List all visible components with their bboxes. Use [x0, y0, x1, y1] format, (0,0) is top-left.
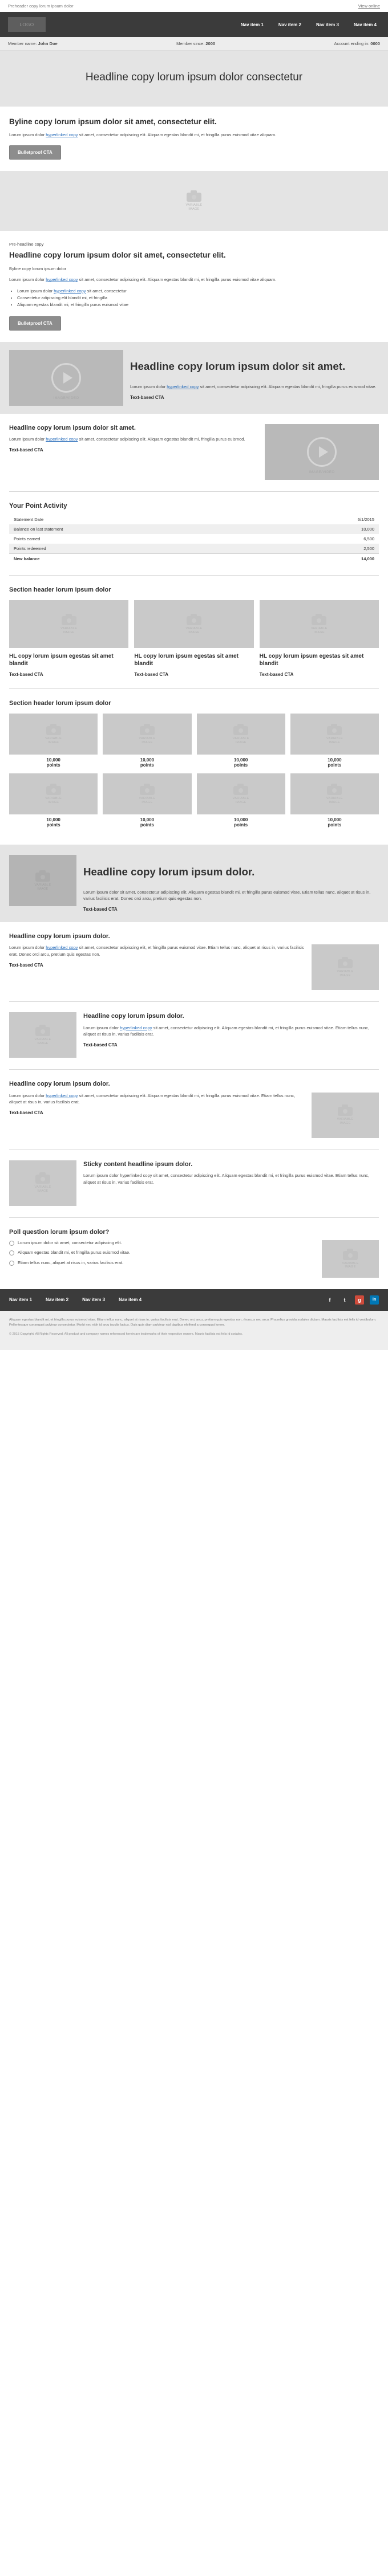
- card-grid-3: [9, 600, 379, 677]
- camera-icon: [35, 1172, 50, 1184]
- poll-option-1[interactable]: [9, 1240, 315, 1246]
- card-grid-row-2: [9, 773, 379, 828]
- card-points-unit: points: [234, 763, 248, 768]
- feature-row-2: [0, 1002, 388, 1069]
- feature-band-body: Lorum ipsum dolor sit amet, consectetur adipiscing elit. Aliquam egestas blandit mi, et fringilla purus euismod vitae. Etiam tellus nunc, aliquet at risus in, varius facilisis erat. Donec orci arcu, pretium quis egestas non.: [83, 889, 371, 902]
- camera-icon: [338, 957, 353, 968]
- sticky-content-section: [0, 1150, 388, 1217]
- card-points-unit: points: [234, 822, 248, 828]
- card-points: 10,000: [140, 817, 155, 823]
- sticky-headline: Sticky content headline ipsum dolor.: [83, 1160, 193, 1168]
- video-band-headline: Headline copy lorum ipsum dolor sit amet.: [130, 360, 346, 373]
- nav-item-4[interactable]: Nav item 4: [353, 22, 377, 27]
- pre-headline: Pre-headline copy: [9, 242, 44, 247]
- preheader-bar: [0, 0, 388, 12]
- poll-option-label: Etiam tellus nunc, aliquet at risus in, varius facilisis erat.: [18, 1260, 124, 1265]
- image-placeholder-label: VARIABLE IMAGE: [310, 626, 328, 634]
- feature-row-2-cta[interactable]: Text-based CTA: [83, 1042, 118, 1047]
- card-points: 10,000: [233, 817, 248, 823]
- preheader-text: Preheader copy lorum ipsum dolor: [8, 3, 74, 9]
- image-placeholder-label: VARIABLE IMAGE: [45, 796, 62, 804]
- card-image: [9, 773, 98, 814]
- legal-paragraph-2: © 2015 Copyright. All Rights Reserved. All product and company names referenced herein are trademarks of their respective owners. Mauris facilisis est felis id sodales.: [9, 1332, 243, 1336]
- activity-label: Balance on last statement: [14, 526, 63, 532]
- account-ending: [334, 41, 380, 46]
- list-item[interactable]: [9, 714, 98, 768]
- byline-body: [9, 132, 379, 138]
- three-card-section: [0, 576, 388, 688]
- member-name: [8, 41, 58, 46]
- byline-body-b: sit amet, consectetur adipiscing elit. Aliquam egestas blandit mi, et fringilla purus euismod vitae aliquam.: [78, 132, 277, 138]
- feature-row-2-headline: Headline copy lorum ipsum dolor.: [83, 1013, 184, 1020]
- card-points: 10,000: [140, 757, 155, 763]
- bullet-hyperlink[interactable]: hyperlinked copy: [54, 288, 86, 294]
- image-placeholder-label: VARIABLE IMAGE: [337, 969, 354, 977]
- byline-headline: Byline copy lorum ipsum dolor sit amet, consectetur elit.: [9, 117, 217, 126]
- bullet-list: [17, 288, 379, 308]
- image-placeholder-label: VARIABLE IMAGE: [34, 1185, 51, 1193]
- camera-icon: [140, 724, 155, 735]
- list-item[interactable]: [134, 600, 253, 677]
- camera-icon: [187, 190, 201, 202]
- table-row: [9, 534, 379, 544]
- account-ending-value: 0000: [370, 41, 380, 46]
- card-points: 10,000: [46, 817, 60, 823]
- eight-card-section: [0, 689, 388, 845]
- feature-row-2-image: [9, 1012, 76, 1058]
- card-points-unit: points: [46, 763, 60, 768]
- image-placeholder-label: VARIABLE IMAGE: [185, 203, 203, 211]
- card-points-unit: points: [140, 822, 154, 828]
- sticky-image: [9, 1160, 76, 1206]
- text-cta-1[interactable]: Text-based CTA: [130, 394, 164, 400]
- image-placeholder-label: VARIABLE IMAGE: [232, 796, 249, 804]
- feature-row-1-body: Lorum ipsum dolor hyperlinked copy sit amet, consectetur adipiscing elit, et fringilla purus euismod vitae. Etiam tellus nunc, aliquet at risus in, varius facilisis erat. Donec orci arcu, pretium quis egestas non.: [9, 945, 304, 957]
- feature-row-1: [0, 922, 388, 1001]
- camera-icon: [187, 614, 201, 625]
- feature-row-3-headline: Headline copy lorum ipsum dolor.: [9, 1081, 110, 1088]
- feature-band-headline: Headline copy lorum ipsum dolor.: [83, 866, 255, 878]
- image-placeholder-label: VARIABLE IMAGE: [232, 736, 249, 744]
- facebook-icon[interactable]: f: [329, 1297, 331, 1303]
- feature-row-2-hyperlink[interactable]: hyperlinked copy: [120, 1025, 152, 1030]
- nav-item-2[interactable]: Nav item 2: [278, 22, 301, 27]
- point-activity-section: [0, 492, 388, 575]
- section-header-8cards: Section header lorum ipsum dolor: [9, 700, 111, 707]
- member-name-value: John Doe: [38, 41, 58, 46]
- activity-title: Your Point Activity: [9, 502, 67, 510]
- video-text-white: [0, 414, 388, 491]
- feature-band-cta[interactable]: Text-based CTA: [83, 906, 118, 912]
- legal-paragraph-1: Aliquam egestas blandit mi, et fringilla purus euismod vitae. Etiam tellus nunc, aliquet at risus in, varius facilisis erat. Donec orci arcu, pretium quis egestas non, rhoncus nec arcu. Phasellus gravida sodales dictum. Mauris facilisis est felis id vestibulum. Pellentesque consequat pulvinar consectetur. Morbi nec nibh id arcu iaculis luctus. Duis quis diam pulvinar nisl dapibus eleifend a consequat lorem.: [9, 1318, 377, 1327]
- member-since-value: 2000: [205, 41, 216, 46]
- preheadline-hyperlink[interactable]: hyperlinked copy: [46, 277, 78, 283]
- social-links: [325, 1295, 379, 1305]
- card-headline: HL copy lorum ipsum egestas sit amet blandit: [134, 653, 239, 667]
- account-ending-label: Account ending in:: [334, 41, 370, 46]
- camera-icon: [46, 724, 61, 735]
- card-points-unit: points: [328, 822, 342, 828]
- footer-nav-item-1[interactable]: Nav item 1: [9, 1297, 33, 1303]
- camera-icon: [343, 1249, 358, 1260]
- poll-option-3[interactable]: [9, 1260, 315, 1266]
- card-image: [103, 773, 191, 814]
- feature-row-3: [0, 1070, 388, 1149]
- feature-row-3-hyperlink[interactable]: hyperlinked copy: [46, 1093, 78, 1098]
- preheadline-body-b: sit amet, consectetur adipiscing elit. Aliquam egestas blandit mi, et fringilla purus euismod vitae aliquam.: [78, 277, 277, 283]
- video-white-body: Lorum ipsum dolor hyperlinked copy sit amet, consectetur adipiscing elit. Aliquam egestas blandit mi, fringilla purus euismod.: [9, 437, 245, 442]
- bulletproof-cta-1[interactable]: Bulletproof CTA: [9, 145, 61, 160]
- activity-value: 6/1/2015: [357, 516, 374, 522]
- poll-section: [0, 1218, 388, 1289]
- radio-icon[interactable]: [9, 1250, 14, 1256]
- video-white-headline: Headline copy lorum ipsum dolor sit amet.: [9, 424, 136, 431]
- feature-row-1-image: [312, 944, 379, 990]
- card-image: [9, 600, 128, 648]
- list-item[interactable]: [9, 600, 128, 677]
- card-image: [9, 714, 98, 755]
- poll-question: Poll question lorum ipsum dolor?: [9, 1228, 110, 1236]
- feature-row-1-headline: Headline copy lorum ipsum dolor.: [9, 932, 110, 940]
- footer-nav-item-2[interactable]: Nav item 2: [46, 1297, 69, 1303]
- card-points: 10,000: [328, 757, 342, 763]
- image-placeholder-label: VARIABLE IMAGE: [139, 736, 156, 744]
- sticky-body: Lorum ipsum dolor hyperlinked copy sit amet, consectetur adipiscing elit. Aliquam egestas blandit mi, et fringilla purus euismod vitae. Etiam tellus nunc, aliquet at risus in, varius facilisis erat.: [83, 1172, 370, 1185]
- nav-item-1[interactable]: Nav item 1: [240, 22, 264, 27]
- list-item[interactable]: [290, 714, 379, 768]
- feature-band: [0, 845, 388, 922]
- legal-footer: [0, 1311, 388, 1350]
- image-placeholder-label: VARIABLE IMAGE: [60, 626, 78, 634]
- card-image: [103, 714, 191, 755]
- footer-navigation: [0, 1289, 388, 1311]
- card-headline: HL copy lorum ipsum egestas sit amet blandit: [259, 653, 364, 667]
- camera-icon: [233, 724, 248, 735]
- preheadline-byline: Byline copy lorum ipsum dolor: [9, 266, 67, 271]
- bulletproof-cta-2[interactable]: Bulletproof CTA: [9, 316, 61, 331]
- camera-icon: [46, 784, 61, 795]
- section-header-3cards: Section header lorum ipsum dolor: [9, 586, 111, 593]
- preheadline-body-a: Lorum ipsum dolor: [9, 277, 46, 283]
- feature-row-3-image: [312, 1093, 379, 1138]
- activity-value: 10,000: [361, 526, 374, 532]
- activity-label: Points redeemed: [14, 545, 46, 551]
- feature-row-1-cta[interactable]: Text-based CTA: [9, 962, 43, 968]
- camera-icon: [327, 724, 342, 735]
- member-since-label: Member since:: [176, 41, 205, 46]
- card-image: [197, 714, 285, 755]
- card-image: [197, 773, 285, 814]
- table-row: [9, 544, 379, 554]
- text-cta-2[interactable]: Text-based CTA: [9, 447, 43, 453]
- poll-options: [9, 1240, 315, 1270]
- linkedin-icon[interactable]: in: [370, 1295, 379, 1305]
- video-label: IMAGE/VIDEO: [309, 470, 335, 474]
- card-cta[interactable]: Text-based CTA: [9, 672, 43, 677]
- member-info-bar: [0, 37, 388, 51]
- image-placeholder-label: VARIABLE IMAGE: [34, 1037, 51, 1045]
- view-online-link[interactable]: View online: [358, 3, 380, 9]
- googleplus-icon[interactable]: g: [355, 1295, 364, 1305]
- activity-label: Points earned: [14, 536, 41, 541]
- hero-banner: [0, 51, 388, 107]
- twitter-icon[interactable]: t: [343, 1297, 346, 1303]
- video-band-hyperlink[interactable]: hyperlinked copy: [167, 384, 199, 390]
- card-cta[interactable]: Text-based CTA: [259, 672, 294, 677]
- page-title: Headline copy lorum ipsum dolor consectetur: [85, 71, 303, 83]
- bullet-item: • Lorum ipsum dolor hyperlinked copy sit amet, consectetur: [17, 288, 379, 295]
- video-band-body: Lorum ipsum dolor hyperlinked copy sit amet, consectetur adipiscing elit. Aliquam egestas blandit mi, fringilla purus euismod vitae.: [130, 384, 377, 390]
- preheadline-section: [0, 231, 388, 342]
- image-placeholder-label: VARIABLE IMAGE: [45, 736, 62, 744]
- nav-item-3[interactable]: Nav item 3: [316, 22, 339, 27]
- poll-option-label: Lorum ipsum dolor sit amet, consectetur adipiscing elit.: [18, 1240, 122, 1245]
- member-since: [176, 41, 215, 46]
- activity-value: 14,000: [265, 553, 379, 564]
- card-points: 10,000: [328, 817, 342, 823]
- card-points: 10,000: [233, 757, 248, 763]
- poll-option-2[interactable]: [9, 1250, 315, 1256]
- play-icon[interactable]: [307, 437, 337, 467]
- byline-hyperlink[interactable]: hyperlinked copy: [46, 132, 78, 138]
- image-placeholder-label: VARIABLE IMAGE: [139, 796, 156, 804]
- feature-row-3-cta[interactable]: Text-based CTA: [9, 1110, 43, 1115]
- radio-icon[interactable]: [9, 1241, 14, 1246]
- table-row: [9, 515, 379, 524]
- image-placeholder-label: VARIABLE IMAGE: [337, 1118, 354, 1126]
- camera-icon: [62, 614, 76, 625]
- list-item[interactable]: [290, 773, 379, 828]
- list-item[interactable]: [260, 600, 379, 677]
- image-placeholder-label: VARIABLE IMAGE: [326, 796, 343, 804]
- activity-label: Statement Date: [14, 516, 44, 522]
- byline-section: [0, 107, 388, 171]
- camera-icon: [35, 1025, 50, 1036]
- list-item[interactable]: [103, 773, 191, 828]
- activity-label: New balance: [9, 553, 265, 564]
- footer-links: [9, 1297, 142, 1302]
- activity-table: [9, 515, 379, 564]
- card-cta[interactable]: Text-based CTA: [134, 672, 169, 677]
- feature-row-3-body: Lorum ipsum dolor hyperlinked copy sit amet, consectetur adipiscing elit. Aliquam egestas blandit mi, et fringilla purus euismod vitae. Etiam tellus nunc, aliquet at risus in, varius facilisis erat.: [9, 1093, 296, 1105]
- camera-icon: [327, 784, 342, 795]
- card-points-unit: points: [140, 763, 154, 768]
- card-grid-row-1: [9, 714, 379, 768]
- card-headline: HL copy lorum ipsum egestas sit amet blandit: [9, 653, 114, 667]
- preheadline-headline: Headline copy lorum ipsum dolor sit amet, consectetur elit.: [9, 250, 226, 259]
- card-points-unit: points: [46, 822, 60, 828]
- table-row: [9, 524, 379, 534]
- list-item[interactable]: [197, 714, 285, 768]
- feature-row-1-hyperlink[interactable]: hyperlinked copy: [46, 945, 78, 951]
- video-white-hyperlink[interactable]: hyperlinked copy: [46, 437, 78, 442]
- poll-image: [322, 1240, 379, 1278]
- footer-nav-item-4[interactable]: Nav item 4: [119, 1297, 142, 1303]
- poll-option-label: Aliquam egestas blandit mi, et fringilla purus euismod vitae.: [18, 1250, 131, 1256]
- list-item[interactable]: [197, 773, 285, 828]
- card-points: 10,000: [46, 757, 60, 763]
- card-points-unit: points: [328, 763, 342, 768]
- image-placeholder-label: VARIABLE IMAGE: [34, 883, 51, 891]
- video-label: IMAGE/VIDEO: [53, 396, 79, 400]
- camera-icon: [140, 784, 155, 795]
- table-row-total: [9, 553, 379, 564]
- camera-icon: [312, 614, 326, 625]
- image-placeholder-label: VARIABLE IMAGE: [342, 1261, 359, 1269]
- video-placeholder-2[interactable]: [265, 424, 379, 480]
- member-name-label: Member name:: [8, 41, 37, 46]
- list-item[interactable]: [9, 773, 98, 828]
- radio-icon[interactable]: [9, 1261, 14, 1266]
- nav-links: [241, 22, 380, 27]
- card-image: [290, 714, 379, 755]
- image-placeholder-label: VARIABLE IMAGE: [326, 736, 343, 744]
- list-item[interactable]: [103, 714, 191, 768]
- camera-icon: [233, 784, 248, 795]
- card-image: [134, 600, 253, 648]
- card-image: [290, 773, 379, 814]
- feature-band-image: [9, 855, 76, 906]
- play-icon[interactable]: [51, 363, 81, 393]
- feature-row-2-body: Lorum ipsum dolor hyperlinked copy sit amet, consectetur adipiscing elit. Aliquam egestas blandit mi, et fringilla purus euismod vitae. Etiam tellus nunc, aliquet at risus in, varius facilisis erat.: [83, 1025, 370, 1037]
- byline-body-a: Lorum ipsum dolor: [9, 132, 46, 138]
- camera-icon: [35, 870, 50, 882]
- top-navigation: [0, 12, 388, 37]
- preheadline-body: [9, 276, 379, 283]
- bullet-item: • Consectetur adipiscing elit blandit mi, et fringilla: [17, 295, 379, 301]
- camera-icon: [338, 1104, 353, 1116]
- video-placeholder-1[interactable]: [9, 350, 123, 406]
- bullet-item: • Aliquam egestas blandit mi, et fringilla purus euismod vitae: [17, 301, 379, 308]
- footer-nav-item-3[interactable]: Nav item 3: [82, 1297, 106, 1303]
- video-text-band: [0, 342, 388, 414]
- activity-value: 6,500: [363, 536, 374, 541]
- activity-value: 2,500: [363, 545, 374, 551]
- image-placeholder-label: VARIABLE IMAGE: [185, 626, 203, 634]
- logo[interactable]: LOGO: [8, 17, 46, 32]
- card-image: [260, 600, 379, 648]
- hero-image-placeholder: [0, 171, 388, 231]
